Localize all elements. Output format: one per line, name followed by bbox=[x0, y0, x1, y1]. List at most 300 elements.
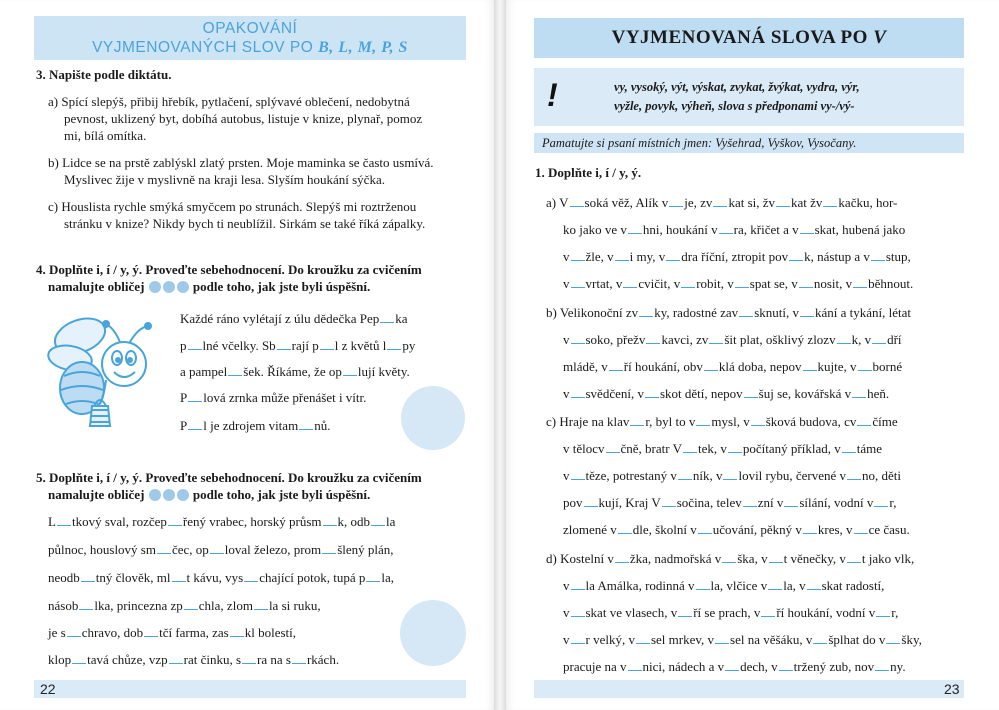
fill-blank[interactable] bbox=[228, 375, 242, 376]
fill-blank[interactable] bbox=[803, 533, 817, 534]
ex1-text-segment: soká věž, Alík v bbox=[584, 195, 669, 210]
ex5-line-4-seg-4: la si ruku, bbox=[268, 598, 321, 613]
ex1-text-segment: ce času. bbox=[868, 522, 910, 537]
ex5-line-4-seg-3: chla, zlom bbox=[198, 598, 253, 613]
ex5-line-3-seg-4: chající potok, tupá p bbox=[259, 570, 366, 585]
fill-blank[interactable] bbox=[807, 589, 821, 590]
fill-blank[interactable] bbox=[618, 533, 632, 534]
fill-blank[interactable] bbox=[646, 343, 660, 344]
bee-illustration bbox=[40, 306, 164, 430]
ex1-text-segment: ra, křičet a v bbox=[733, 222, 799, 237]
fill-blank[interactable] bbox=[735, 287, 749, 288]
ex1-text-segment: cvičit, v bbox=[638, 276, 681, 291]
ex1-text-segment: sočina, telev bbox=[676, 495, 742, 510]
ex4-line-2-seg-5: py bbox=[402, 338, 416, 353]
fill-blank[interactable] bbox=[67, 636, 81, 637]
fill-blank[interactable] bbox=[751, 425, 765, 426]
ex1-text-segment: kujte, v bbox=[817, 359, 857, 374]
fill-blank[interactable] bbox=[696, 425, 710, 426]
ex4-line-4 bbox=[180, 390, 366, 406]
ex4-line-5-seg-1: P bbox=[180, 418, 188, 433]
ex1-text-segment: heň. bbox=[867, 386, 890, 401]
ex1-text-segment: dří bbox=[887, 332, 902, 347]
fill-blank[interactable] bbox=[609, 370, 623, 371]
ex1-text-segment: kres, v bbox=[817, 522, 853, 537]
ex4-line-2-seg-4: l z květů l bbox=[334, 338, 387, 353]
fill-blank[interactable] bbox=[813, 643, 827, 644]
ex5-line-6-seg-3: rat činku, s bbox=[183, 652, 242, 667]
ex5-line-3-seg-5: la, bbox=[381, 570, 395, 585]
face-icon bbox=[163, 489, 175, 501]
ex1-text-segment: dech, v bbox=[740, 659, 778, 674]
fill-blank[interactable] bbox=[799, 287, 813, 288]
ex1-text-segment: tek, v bbox=[698, 441, 727, 456]
fill-blank[interactable] bbox=[188, 429, 202, 430]
ex5-line-6-seg-2: tavá chůze, vzp bbox=[87, 652, 168, 667]
fill-blank[interactable] bbox=[858, 370, 872, 371]
ex1-b-line-1 bbox=[546, 305, 911, 321]
fill-blank[interactable] bbox=[168, 525, 182, 526]
ex4-line-2-seg-3: rají p bbox=[291, 338, 319, 353]
fill-blank[interactable] bbox=[366, 581, 380, 582]
ex3-b-line-2: Myslivec žije v myslivně na kraji lesa. Slyším houkání sýčka. bbox=[64, 172, 385, 187]
ex1-text-segment: kují, Kraj V bbox=[598, 495, 661, 510]
fill-blank[interactable] bbox=[157, 553, 171, 554]
fill-blank[interactable] bbox=[387, 349, 401, 350]
ex1-text-segment: r velký, v bbox=[585, 632, 635, 647]
ex5-title-part-b: podle toho, jak jste byli úspěšní. bbox=[192, 487, 371, 502]
fill-blank[interactable] bbox=[571, 397, 585, 398]
ex1-text-segment: v tělocv bbox=[563, 441, 605, 456]
fill-blank[interactable] bbox=[852, 397, 866, 398]
ex4-line-5-seg-2: l je zdrojem vitam bbox=[203, 418, 299, 433]
ex4-line-5 bbox=[180, 418, 330, 434]
fill-blank[interactable] bbox=[623, 287, 637, 288]
ex1-a-line-4 bbox=[563, 276, 913, 292]
fill-blank[interactable] bbox=[837, 343, 851, 344]
fill-blank[interactable] bbox=[320, 349, 334, 350]
ex1-text-segment: ky, radostné zav bbox=[654, 305, 739, 320]
fill-blank[interactable] bbox=[669, 206, 683, 207]
ex4-line-3-seg-2: šek. Říkáme, že op bbox=[243, 364, 342, 379]
fill-blank[interactable] bbox=[662, 506, 676, 507]
ex4-line-2 bbox=[180, 338, 415, 354]
face-icon bbox=[163, 281, 175, 293]
ex1-text-segment: kat žv bbox=[791, 195, 823, 210]
ex4-line-4-seg-1: P bbox=[180, 390, 188, 405]
ex5-line-3 bbox=[48, 570, 394, 586]
ex1-text-segment: sknutí, v bbox=[754, 305, 799, 320]
ex1-text-segment: d) Kostelní v bbox=[546, 551, 614, 566]
ex5-line-5 bbox=[48, 625, 296, 641]
fill-blank[interactable] bbox=[800, 233, 814, 234]
fill-blank[interactable] bbox=[571, 260, 585, 261]
ex5-line-4-seg-2: lka, princezna zp bbox=[94, 598, 183, 613]
fill-blank[interactable] bbox=[857, 425, 871, 426]
ex5-line-6-seg-1: klop bbox=[48, 652, 72, 667]
fill-blank[interactable] bbox=[709, 343, 723, 344]
banner-line-1: OPAKOVÁNÍ bbox=[202, 20, 298, 37]
face-icon bbox=[149, 281, 161, 293]
ex1-text-segment: la Amálka, rodinná v bbox=[585, 578, 695, 593]
ex1-c-line-3 bbox=[563, 468, 901, 484]
fill-blank[interactable] bbox=[678, 479, 692, 480]
ex4-title-line-2 bbox=[48, 279, 370, 295]
fill-blank[interactable] bbox=[57, 525, 71, 526]
fill-blank[interactable] bbox=[875, 670, 889, 671]
fill-blank[interactable] bbox=[713, 206, 727, 207]
ex1-text-segment: skat, hubená jako bbox=[814, 222, 906, 237]
ex5-line-4 bbox=[48, 598, 321, 614]
ex5-line-1-seg-2: tkový sval, rozčep bbox=[71, 514, 167, 529]
fill-blank[interactable] bbox=[853, 287, 867, 288]
ex1-text-segment: klá doba, nepov bbox=[718, 359, 802, 374]
fill-blank[interactable] bbox=[210, 553, 224, 554]
ex5-line-3-seg-2: tný člověk, ml bbox=[95, 570, 171, 585]
fill-blank[interactable] bbox=[144, 636, 158, 637]
ex5-line-1-seg-4: k, odb bbox=[337, 514, 371, 529]
fill-blank[interactable] bbox=[719, 233, 733, 234]
fill-blank[interactable] bbox=[704, 370, 718, 371]
ex1-text-segment: zlomené v bbox=[563, 522, 617, 537]
ex1-text-segment: a) V bbox=[546, 195, 569, 210]
ex1-text-segment: v bbox=[563, 332, 570, 347]
ex1-text-segment: šková budova, cv bbox=[765, 414, 857, 429]
fill-blank[interactable] bbox=[244, 581, 258, 582]
fill-blank[interactable] bbox=[779, 670, 793, 671]
ex1-text-segment: dle, školní v bbox=[632, 522, 697, 537]
ex4-line-2-seg-1: p bbox=[180, 338, 187, 353]
ex1-text-segment: skot dětí, nepov bbox=[659, 386, 743, 401]
fill-blank[interactable] bbox=[768, 589, 782, 590]
ex3-c-line-2: stránku v knize? Nikdy bych ti neublížil. Sirkám se také říká zápalky. bbox=[64, 216, 426, 231]
fill-blank[interactable] bbox=[254, 609, 268, 610]
ex5-line-2-seg-1: půlnoc, houslový sm bbox=[48, 542, 156, 557]
ex1-a-line-3 bbox=[563, 249, 911, 265]
ex1-text-segment: r, bbox=[891, 605, 899, 620]
right-banner-letter: V bbox=[873, 27, 887, 48]
ex4-title-part-b: podle toho, jak jste byli úspěšní. bbox=[192, 279, 371, 294]
remember-note: Pamatujte si psaní místních jmen: Vyšehrad, Vyškov, Vysočany. bbox=[534, 133, 964, 153]
ex1-text-segment: v bbox=[563, 276, 570, 291]
ex1-c-line-2 bbox=[563, 441, 882, 457]
right-banner-text: VYJMENOVANÁ SLOVA PO bbox=[611, 27, 874, 48]
ex1-c-line-4 bbox=[563, 495, 896, 511]
ex1-text-segment: v bbox=[563, 605, 570, 620]
ex4-title-line-1: 4. Doplňte i, í / y, ý. Proveďte sebehodnocení. Do kroužku za cvičením bbox=[36, 262, 422, 277]
ex4-line-1-seg-2: ka bbox=[395, 311, 408, 326]
fill-blank[interactable] bbox=[172, 581, 186, 582]
fill-blank[interactable] bbox=[571, 287, 585, 288]
ex1-text-segment: hni, houkání v bbox=[642, 222, 718, 237]
fill-blank[interactable] bbox=[847, 562, 861, 563]
ex1-text-segment: svědčení, v bbox=[585, 386, 644, 401]
ex1-text-segment: kání a tykání, létat bbox=[814, 305, 912, 320]
fill-blank[interactable] bbox=[242, 663, 256, 664]
fill-blank[interactable] bbox=[571, 616, 585, 617]
ex5-line-6-seg-5: rkách. bbox=[306, 652, 340, 667]
banner-line-2-text: VYJMENOVANÝCH SLOV PO bbox=[92, 39, 319, 56]
fill-blank[interactable] bbox=[823, 206, 837, 207]
ex1-text-segment: t jako vlk, bbox=[861, 551, 915, 566]
fill-blank[interactable] bbox=[723, 479, 737, 480]
ex1-d-line-2 bbox=[563, 578, 884, 594]
ex5-line-2-seg-3: loval železo, prom bbox=[224, 542, 322, 557]
ex5-line-6 bbox=[48, 652, 339, 668]
fill-blank[interactable] bbox=[683, 452, 697, 453]
ex1-d-line-3 bbox=[563, 605, 898, 621]
ex4-line-3-seg-1: a pampel bbox=[180, 364, 228, 379]
ex1-text-segment: stup, bbox=[885, 249, 911, 264]
left-title-banner bbox=[34, 16, 466, 60]
ex1-text-segment: číme bbox=[872, 414, 898, 429]
ex1-text-segment: v bbox=[563, 249, 570, 264]
ex1-text-segment: skat radostí, bbox=[821, 578, 885, 593]
ex4-line-1-seg-1: Každé ráno vylétají z úlu dědečka Pep bbox=[180, 311, 380, 326]
left-footer-bar bbox=[34, 680, 466, 698]
ex3-title: 3. Napište podle diktátu. bbox=[36, 67, 172, 82]
fill-blank[interactable] bbox=[571, 643, 585, 644]
rule-text bbox=[614, 78, 954, 116]
ex5-line-2-seg-4: šlený plán, bbox=[337, 542, 394, 557]
ex5-line-5-seg-1: je s bbox=[48, 625, 66, 640]
ex1-text-segment: tržený zub, nov bbox=[793, 659, 875, 674]
ex1-text-segment: borné bbox=[872, 359, 903, 374]
fill-blank[interactable] bbox=[615, 562, 629, 563]
ex1-text-segment: šit plat, ošklivý zlozv bbox=[724, 332, 836, 347]
ex3-a-line-3: mi, bílá omítka. bbox=[64, 128, 147, 143]
fill-blank[interactable] bbox=[571, 479, 585, 480]
ex1-text-segment: kat si, žv bbox=[728, 195, 776, 210]
ex1-text-segment: šplhat do v bbox=[828, 632, 886, 647]
ex1-text-segment: šky, bbox=[901, 632, 922, 647]
fill-blank[interactable] bbox=[628, 670, 642, 671]
ex3-a-line-1: a) Spící slepýš, přibij hřebík, pytlačení, splývavé oblečení, nedobytná bbox=[48, 94, 410, 109]
ex1-text-segment: nici, nádech a v bbox=[642, 659, 725, 674]
fill-blank[interactable] bbox=[761, 616, 775, 617]
banner-letters: B, L, M, P, S bbox=[318, 39, 408, 56]
ex5-title-line-1: 5. Doplňte i, í / y, ý. Proveďte sebehodnocení. Do kroužku za cvičením bbox=[36, 470, 422, 485]
fill-blank[interactable] bbox=[886, 643, 900, 644]
ex4-line-3-seg-3: lují květy. bbox=[357, 364, 410, 379]
fill-blank[interactable] bbox=[343, 375, 357, 376]
book-gutter bbox=[494, 0, 506, 710]
ex1-text-segment: ří se prach, v bbox=[693, 605, 761, 620]
ex1-text-segment: la, vlčice v bbox=[710, 578, 768, 593]
fill-blank[interactable] bbox=[277, 349, 291, 350]
ex1-a-line-1 bbox=[546, 195, 897, 211]
fill-blank[interactable] bbox=[628, 233, 642, 234]
ex1-text-segment: žle, v bbox=[585, 249, 614, 264]
ex5-line-1 bbox=[48, 514, 395, 530]
fill-blank[interactable] bbox=[615, 260, 629, 261]
ex1-text-segment: vrtat, v bbox=[585, 276, 623, 291]
ex1-c-line-5 bbox=[563, 522, 910, 538]
ex1-text-segment: táme bbox=[856, 441, 882, 456]
fill-blank[interactable] bbox=[606, 452, 620, 453]
fill-blank[interactable] bbox=[636, 643, 650, 644]
ex5-line-3-seg-1: neodb bbox=[48, 570, 80, 585]
ex4-self-assessment-circle[interactable] bbox=[401, 386, 465, 450]
ex5-line-5-seg-4: kl bolestí, bbox=[244, 625, 297, 640]
ex4-title-part-a: namalujte obličej bbox=[48, 279, 145, 294]
fill-blank[interactable] bbox=[715, 643, 729, 644]
ex1-text-segment: mládě, v bbox=[563, 359, 608, 374]
ex1-text-segment: no, děti bbox=[862, 468, 902, 483]
ex1-text-segment: mysl, v bbox=[711, 414, 750, 429]
face-icons bbox=[148, 487, 190, 502]
fill-blank[interactable] bbox=[639, 316, 653, 317]
fill-blank[interactable] bbox=[728, 452, 742, 453]
fill-blank[interactable] bbox=[725, 670, 739, 671]
ex3-c-line-1: c) Houslista rychle smýká smyčcem po strunách. Slepýš mi roztrženou bbox=[48, 199, 417, 214]
fill-blank[interactable] bbox=[371, 525, 385, 526]
fill-blank[interactable] bbox=[292, 663, 306, 664]
fill-blank[interactable] bbox=[803, 370, 817, 371]
fill-blank[interactable] bbox=[230, 636, 244, 637]
face-icons bbox=[148, 279, 190, 294]
fill-blank[interactable] bbox=[842, 452, 856, 453]
ex1-d-line-5 bbox=[563, 659, 906, 675]
fill-blank[interactable] bbox=[800, 316, 814, 317]
ex5-line-5-seg-2: chravo, dob bbox=[81, 625, 144, 640]
ex1-b-line-2 bbox=[563, 332, 902, 348]
fill-blank[interactable] bbox=[571, 343, 585, 344]
right-page-number: 23 bbox=[944, 681, 960, 697]
fill-blank[interactable] bbox=[776, 206, 790, 207]
ex1-text-segment: sel na věšáku, v bbox=[730, 632, 813, 647]
ex1-c-line-1 bbox=[546, 414, 898, 430]
ex5-line-3-seg-3: t kávu, vys bbox=[186, 570, 244, 585]
ex1-text-segment: lovil rybu, červené v bbox=[738, 468, 847, 483]
fill-blank[interactable] bbox=[570, 206, 584, 207]
ex1-text-segment: r, byl to v bbox=[645, 414, 696, 429]
ex1-text-segment: pov bbox=[563, 495, 583, 510]
ex1-text-segment: ny. bbox=[890, 659, 906, 674]
ex1-text-segment: v bbox=[563, 468, 570, 483]
ex1-text-segment: i my, v bbox=[629, 249, 666, 264]
fill-blank[interactable] bbox=[847, 479, 861, 480]
fill-blank[interactable] bbox=[872, 343, 886, 344]
fill-blank[interactable] bbox=[744, 397, 758, 398]
ex1-text-segment: v bbox=[563, 578, 570, 593]
ex1-text-segment: c) Hraje na klav bbox=[546, 414, 630, 429]
fill-blank[interactable] bbox=[769, 562, 783, 563]
fill-blank[interactable] bbox=[696, 589, 710, 590]
ex1-text-segment: soko, přežv bbox=[585, 332, 646, 347]
fill-blank[interactable] bbox=[584, 506, 598, 507]
fill-blank[interactable] bbox=[698, 533, 712, 534]
fill-blank[interactable] bbox=[739, 316, 753, 317]
fill-blank[interactable] bbox=[79, 609, 93, 610]
ex1-text-segment: v bbox=[563, 632, 570, 647]
ex1-a-line-2 bbox=[563, 222, 905, 238]
ex1-text-segment: je, zv bbox=[684, 195, 713, 210]
fill-blank[interactable] bbox=[871, 260, 885, 261]
fill-blank[interactable] bbox=[72, 663, 86, 664]
fill-blank[interactable] bbox=[380, 322, 394, 323]
right-title-banner bbox=[534, 18, 964, 58]
fill-blank[interactable] bbox=[722, 562, 736, 563]
fill-blank[interactable] bbox=[630, 425, 644, 426]
ex1-b-line-4 bbox=[563, 386, 889, 402]
ex1-text-segment: šuj se, kovářská v bbox=[758, 386, 852, 401]
fill-blank[interactable] bbox=[645, 397, 659, 398]
face-icon bbox=[177, 489, 189, 501]
fill-blank[interactable] bbox=[188, 349, 202, 350]
ex5-line-2 bbox=[48, 542, 394, 558]
fill-blank[interactable] bbox=[322, 553, 336, 554]
ex1-title: 1. Doplňte i, í / y, ý. bbox=[535, 165, 642, 180]
ex4-line-3 bbox=[180, 364, 410, 380]
rule-line-1: vy, vysoký, výt, výskat, zvykat, žvýkat, vydra, výr, bbox=[614, 80, 860, 94]
ex5-line-1-seg-5: la bbox=[386, 514, 396, 529]
banner-line-2 bbox=[34, 38, 466, 57]
ex1-text-segment: r, bbox=[889, 495, 897, 510]
fill-blank[interactable] bbox=[299, 429, 313, 430]
ex5-line-1-seg-1: L bbox=[48, 514, 56, 529]
ex5-line-6-seg-4: ra na s bbox=[257, 652, 291, 667]
right-footer-bar bbox=[534, 680, 964, 698]
ex1-text-segment: b) Velikonoční zv bbox=[546, 305, 639, 320]
ex1-text-segment: skat ve vlasech, v bbox=[585, 605, 678, 620]
ex1-text-segment: pracuje na v bbox=[563, 659, 627, 674]
fill-blank[interactable] bbox=[784, 506, 798, 507]
fill-blank[interactable] bbox=[184, 609, 198, 610]
fill-blank[interactable] bbox=[188, 401, 202, 402]
ex1-text-segment: spat se, v bbox=[749, 276, 798, 291]
fill-blank[interactable] bbox=[571, 589, 585, 590]
fill-blank[interactable] bbox=[681, 287, 695, 288]
fill-blank[interactable] bbox=[81, 581, 95, 582]
fill-blank[interactable] bbox=[854, 533, 868, 534]
fill-blank[interactable] bbox=[678, 616, 692, 617]
fill-blank[interactable] bbox=[666, 260, 680, 261]
ex1-text-segment: robit, v bbox=[696, 276, 734, 291]
ex1-text-segment: la, v bbox=[783, 578, 806, 593]
rule-box bbox=[534, 68, 964, 126]
ex1-text-segment: sel mrkev, v bbox=[650, 632, 715, 647]
ex1-text-segment: ří houkání, obv bbox=[623, 359, 703, 374]
ex4-line-1 bbox=[180, 311, 408, 327]
ex1-text-segment: ška, v bbox=[737, 551, 768, 566]
ex5-title-line-2 bbox=[48, 487, 370, 503]
fill-blank[interactable] bbox=[874, 506, 888, 507]
ex1-d-line-4 bbox=[563, 632, 922, 648]
ex5-self-assessment-circle[interactable] bbox=[400, 600, 466, 666]
ex1-text-segment: ník, v bbox=[692, 468, 723, 483]
exclamation-icon: ! bbox=[547, 77, 558, 113]
fill-blank[interactable] bbox=[876, 616, 890, 617]
face-icon bbox=[149, 489, 161, 501]
ex5-title-part-a: namalujte obličej bbox=[48, 487, 145, 502]
fill-blank[interactable] bbox=[743, 506, 757, 507]
ex1-text-segment: kavci, zv bbox=[661, 332, 709, 347]
fill-blank[interactable] bbox=[323, 525, 337, 526]
ex1-text-segment: učování, pěkný v bbox=[712, 522, 802, 537]
ex1-text-segment: počítaný příklad, v bbox=[742, 441, 841, 456]
ex1-text-segment: sílání, vodní v bbox=[799, 495, 874, 510]
ex5-line-4-seg-1: násob bbox=[48, 598, 79, 613]
ex1-text-segment: nosit, v bbox=[813, 276, 853, 291]
left-page-number: 22 bbox=[40, 681, 56, 697]
ex1-text-segment: čně, bratr V bbox=[620, 441, 682, 456]
ex4-line-4-seg-2: lová zrnka může přenášet i vítr. bbox=[203, 390, 367, 405]
fill-blank[interactable] bbox=[169, 663, 183, 664]
ex1-text-segment: k, v bbox=[851, 332, 872, 347]
fill-blank[interactable] bbox=[789, 260, 803, 261]
ex1-text-segment: zní v bbox=[757, 495, 784, 510]
